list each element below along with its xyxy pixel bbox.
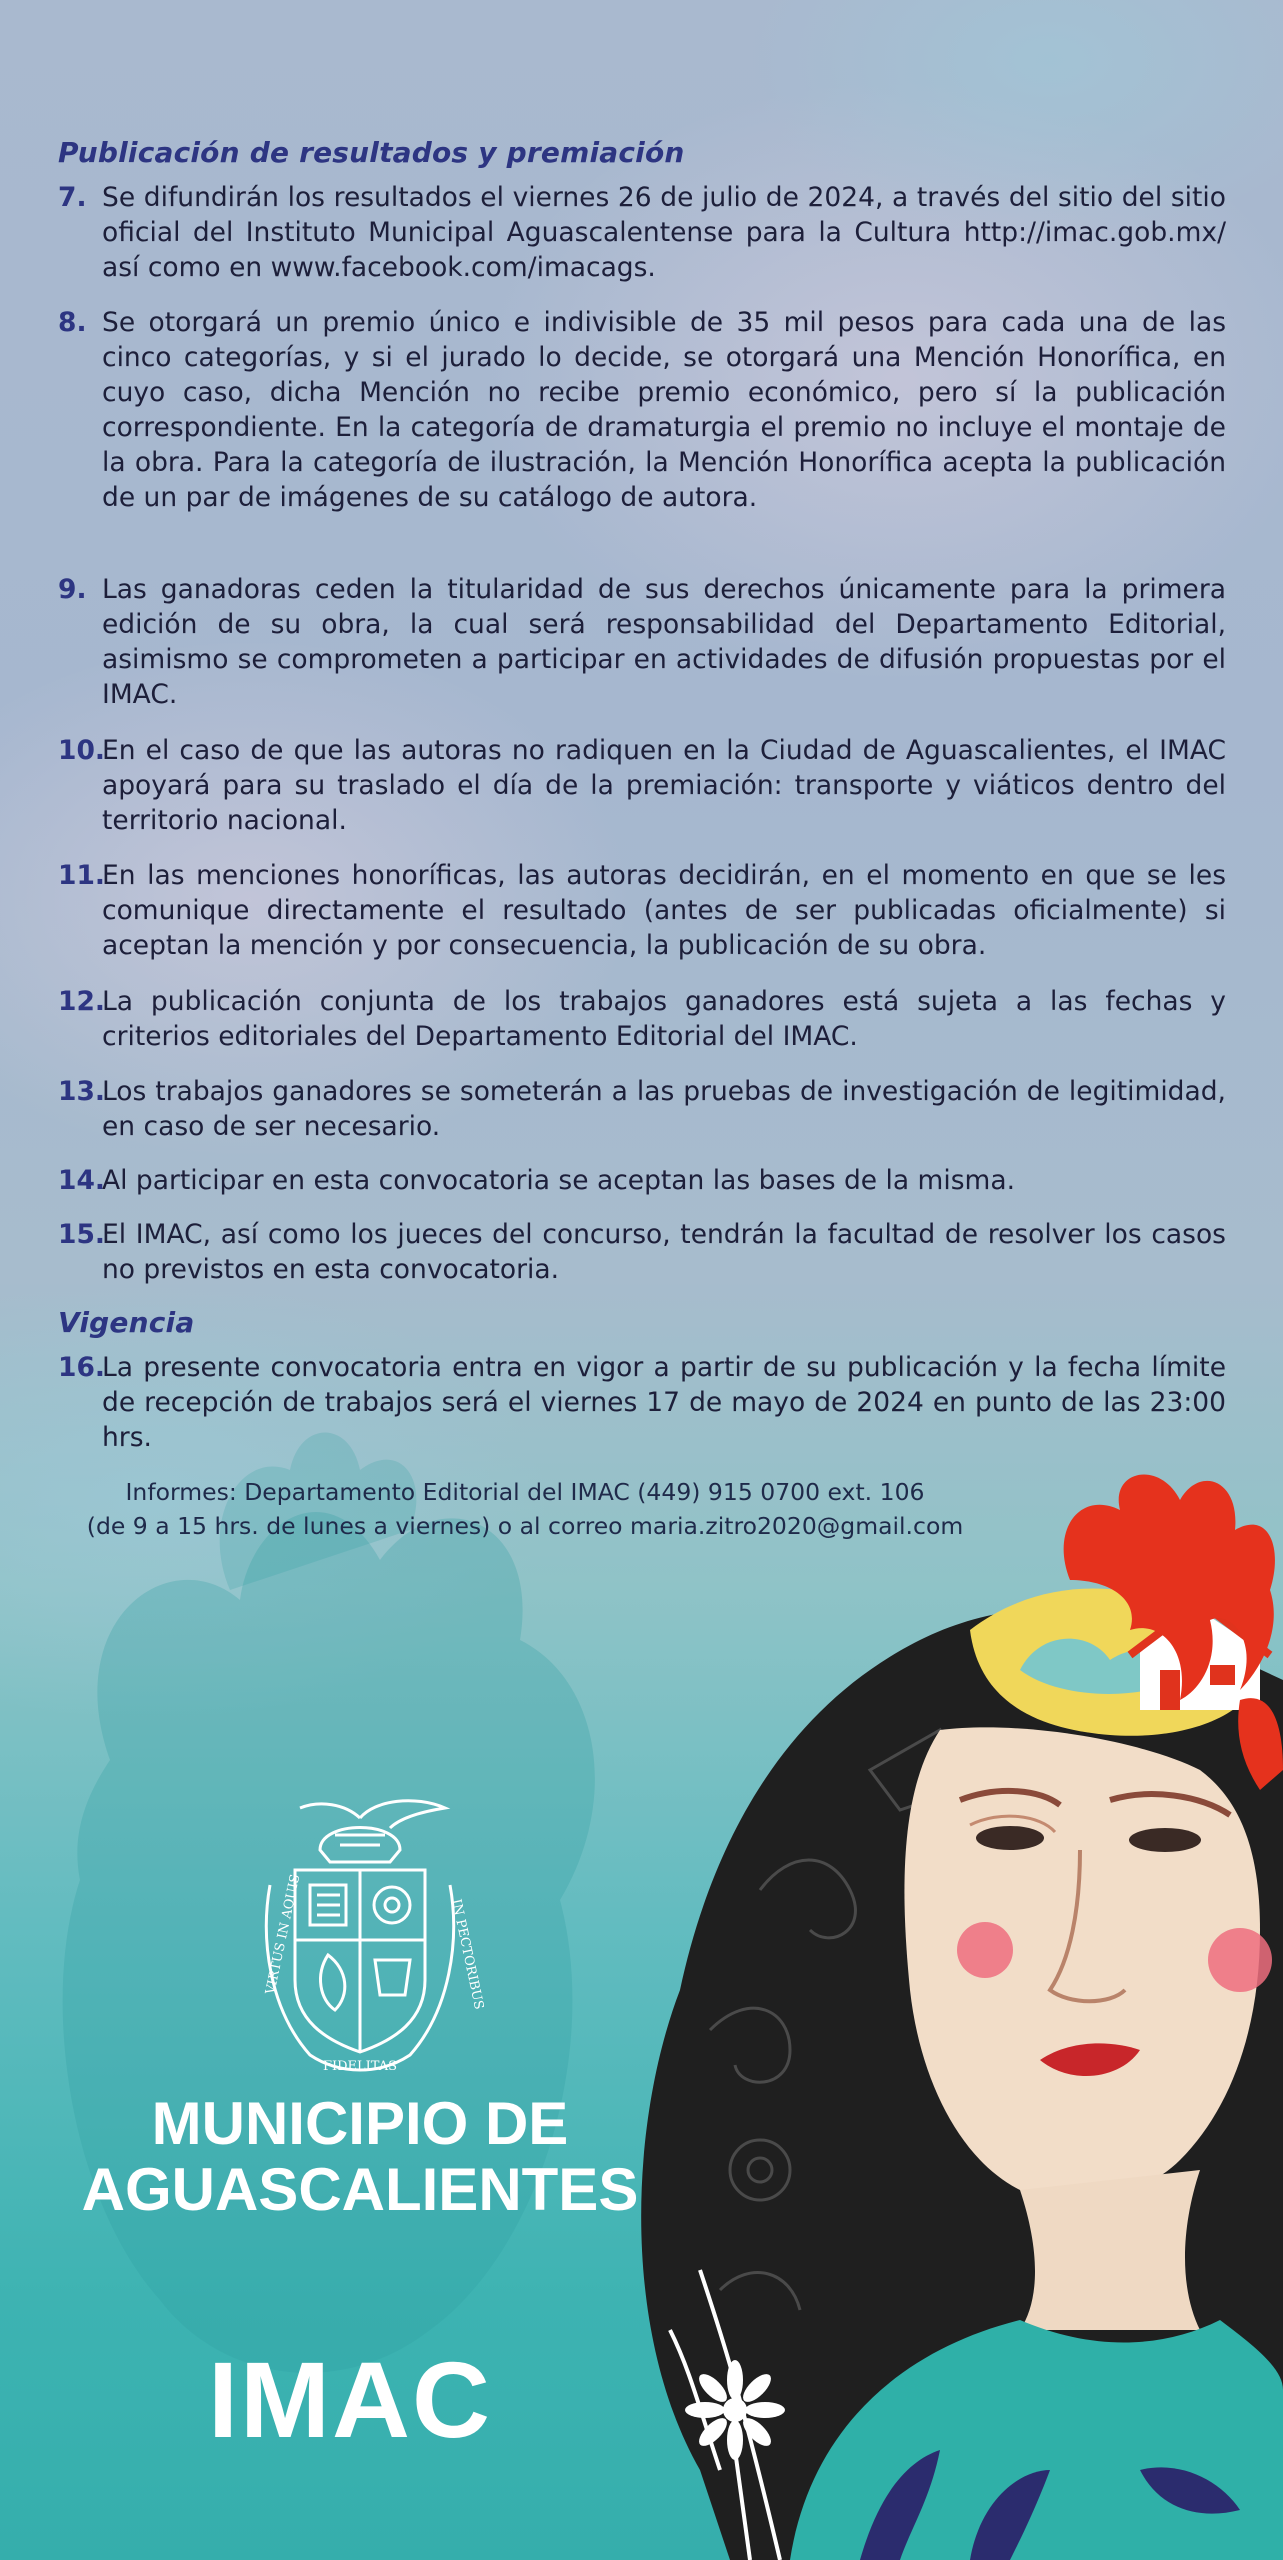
rule-item xyxy=(58,1350,1226,1455)
eye-right xyxy=(1129,1828,1201,1852)
section-title-vigencia: Vigencia xyxy=(58,1306,195,1339)
rule-text: La presente convocatoria entra en vigor a partir de su publicación y la fecha límite de recepción de trabajos será el viernes 17 de mayo de 2024 en punto de las 23:00 hrs. xyxy=(102,1352,1226,1453)
rule-item xyxy=(58,733,1226,838)
brand-line2: AGUASCALIENTES xyxy=(81,2156,639,2223)
rule-text: La publicación conjunta de los trabajos ganadores está sujeta a las fechas y criterios editoriales del Departamento Editorial del IMAC. xyxy=(102,986,1226,1052)
rule-text: El IMAC, así como los jueces del concurso, tendrán la facultad de resolver los casos no previstos en esta convocatoria. xyxy=(102,1219,1226,1285)
rule-item xyxy=(58,984,1226,1054)
rule-item xyxy=(58,572,1226,712)
rule-text: En el caso de que las autoras no radiquen en la Ciudad de Aguascalientes, el IMAC apoyará para su traslado el día de la premiación: transporte y viáticos dentro del territorio nacional. xyxy=(102,735,1226,836)
rule-text: Los trabajos ganadores se someterán a las pruebas de investigación de legitimidad, en caso de ser necesario. xyxy=(102,1076,1226,1142)
imac-logo: IMAC xyxy=(208,2339,492,2460)
rule-item xyxy=(58,180,1226,285)
rule-text: Al participar en esta convocatoria se aceptan las bases de la misma. xyxy=(102,1165,1016,1196)
rule-text: Se otorgará un premio único e indivisible de 35 mil pesos para cada una de las cinco categorías, y si el jurado lo decide, se otorgará una Mención Honorífica, en cuyo caso, dicha Mención no recibe premio económico, pero sí la publicación correspondiente. En la categoría de dramaturgia el premio no incluye el montaje de la obra. Para la categoría de ilustración, la Mención Honorífica acepta la publicación de un par de imágenes de su catálogo de autora. xyxy=(102,307,1226,513)
coat-of-arms-icon xyxy=(240,1790,487,2080)
rule-number: 8. xyxy=(58,307,87,338)
portrait-illustration xyxy=(640,1470,1283,2560)
rule-item xyxy=(58,1217,1226,1287)
rule-item xyxy=(58,1074,1226,1144)
contact-line-email: (de 9 a 15 hrs. de lunes a viernes) o al correo maria.zitro2020@gmail.com xyxy=(86,1512,964,1540)
rule-item xyxy=(58,1163,1226,1198)
rule-text: En las menciones honoríficas, las autoras decidirán, en el momento en que se les comunique directamente el resultado (antes de ser publicadas oficialmente) si aceptan la mención y por consecuencia, la publicación de su obra. xyxy=(102,860,1226,961)
crest-motto-bottom: FIDELITAS xyxy=(322,2059,398,2074)
crest-motto-right: IN PECTORIBUS xyxy=(448,1897,487,2011)
rule-number: 13. xyxy=(58,1076,105,1107)
rule-number: 9. xyxy=(58,574,87,605)
cheek-left xyxy=(957,1922,1013,1978)
rule-number: 14. xyxy=(58,1165,105,1196)
rule-number: 15. xyxy=(58,1219,105,1250)
rule-item xyxy=(58,858,1226,963)
cheek-right xyxy=(1208,1928,1272,1992)
section-title-results: Publicación de resultados y premiación xyxy=(58,136,685,169)
rule-text: Se difundirán los resultados el viernes 26 de julio de 2024, a través del sitio del sitio oficial del Instituto Municipal Aguascalentense para la Cultura http://imac.gob.mx/ así como en www.facebook.com/imacags. xyxy=(102,182,1226,283)
contact-line-phone: Informes: Departamento Editorial del IMAC (449) 915 0700 ext. 106 xyxy=(125,1478,925,1506)
rule-number: 11. xyxy=(58,860,105,891)
brand-line1: MUNICIPIO DE xyxy=(151,2090,569,2157)
rule-number: 10. xyxy=(58,735,105,766)
rule-number: 16. xyxy=(58,1352,105,1383)
rule-number: 7. xyxy=(58,182,87,213)
rule-text: Las ganadoras ceden la titularidad de sus derechos únicamente para la primera edición de su obra, la cual será responsabilidad del Departamento Editorial, asimismo se comprometen a participar en actividades de difusión propuestas por el IMAC. xyxy=(102,574,1226,710)
eye-left xyxy=(976,1826,1044,1850)
rule-item xyxy=(58,305,1226,515)
crest-motto-left: VIRTUS IN AQUIS xyxy=(263,1872,304,1996)
rule-number: 12. xyxy=(58,986,105,1017)
